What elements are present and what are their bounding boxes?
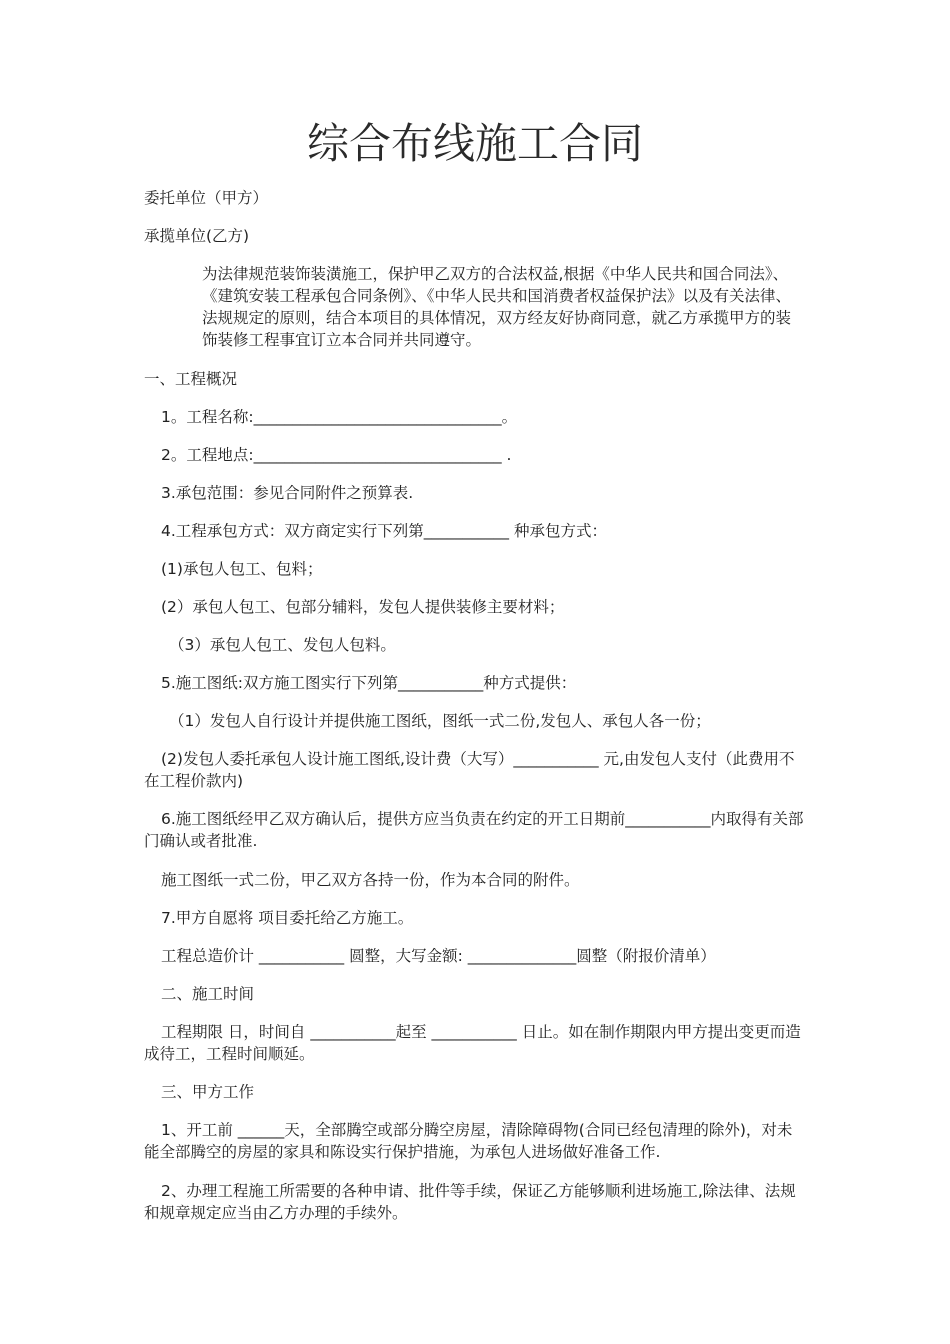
project-name-line: 1。工程名称:________________________________。 <box>161 408 518 426</box>
preamble-paragraph: 为法律规范装饰装潢施工，保护甲乙双方的合法权益,根据《中华人民共和国合同法》、《建筑安装工程承包合同条例》、《中华人民共和国消费者权益保护法》以及有关法律、法规规定的原则，结合本项目的具体情况，双方经友好协商同意，就乙方承揽甲方的装饰装修工程事宜订立本合同并共同遵守。 <box>202 265 792 349</box>
contract-method-option-3: （3）承包人包工、发包人包料。 <box>169 636 396 654</box>
project-location-line: 2。工程地点:________________________________ . <box>161 446 512 464</box>
drawings-copies-line: 施工图纸一式二份，甲乙双方各持一份，作为本合同的附件。 <box>161 871 580 889</box>
section-1-heading: 一、工程概况 <box>144 370 238 388</box>
document-title: 综合布线施工合同 <box>306 119 643 168</box>
party-b-line: 承揽单位(乙方) <box>144 227 250 245</box>
party-a-line: 委托单位（甲方） <box>144 189 269 207</box>
contract-method-option-1: (1)承包人包工、包料； <box>161 560 323 578</box>
entrust-line: 7.甲方自愿将 项目委托给乙方施工。 <box>161 909 414 927</box>
section-3-heading: 三、甲方工作 <box>161 1083 255 1101</box>
drawings-line: 5.施工图纸:双方施工图实行下列第___________种方式提供： <box>161 674 577 692</box>
party-a-duty-2: 2、办理工程施工所需要的各种申请、批件等手续，保证乙方能够顺利进场施工,除法律、法规和规章规定应当由乙方办理的手续外。 <box>144 1182 796 1222</box>
party-a-duty-1: 1、开工前 ______天，全部腾空或部分腾空房屋，清除障碍物(合同已经包清理的除外)，对未能全部腾空的房屋的家具和陈设实行保护措施，为承包人进场做好准备工作. <box>144 1121 793 1161</box>
drawings-option-1: （1）发包人自行设计并提供施工图纸，图纸一式二份,发包人、承包人各一份； <box>169 712 711 730</box>
schedule-paragraph: 工程期限 日，时间自 ___________起至 ___________ 日止。如在制作期限内甲方提出变更而造成待工，工程时间顺延。 <box>144 1023 801 1063</box>
contract-method-line: 4.工程承包方式：双方商定实行下列第___________ 种承包方式： <box>161 522 607 540</box>
section-2-heading: 二、施工时间 <box>161 985 255 1003</box>
drawings-approval-line: 6.施工图纸经甲乙双方确认后，提供方应当负责在约定的开工日期前___________内取得有关部门确认或者批准. <box>144 810 804 850</box>
drawings-option-2: (2)发包人委托承包人设计施工图纸,设计费（大写）___________ 元,由发包人支付（此费用不在工程价款内) <box>144 750 795 790</box>
total-price-line: 工程总造价计 ___________ 圆整，大写金额: ______________圆整（附报价清单） <box>161 947 716 965</box>
scope-line: 3.承包范围：参见合同附件之预算表. <box>161 484 414 502</box>
contract-method-option-2: (2）承包人包工、包部分辅料，发包人提供装修主要材料； <box>161 598 565 616</box>
